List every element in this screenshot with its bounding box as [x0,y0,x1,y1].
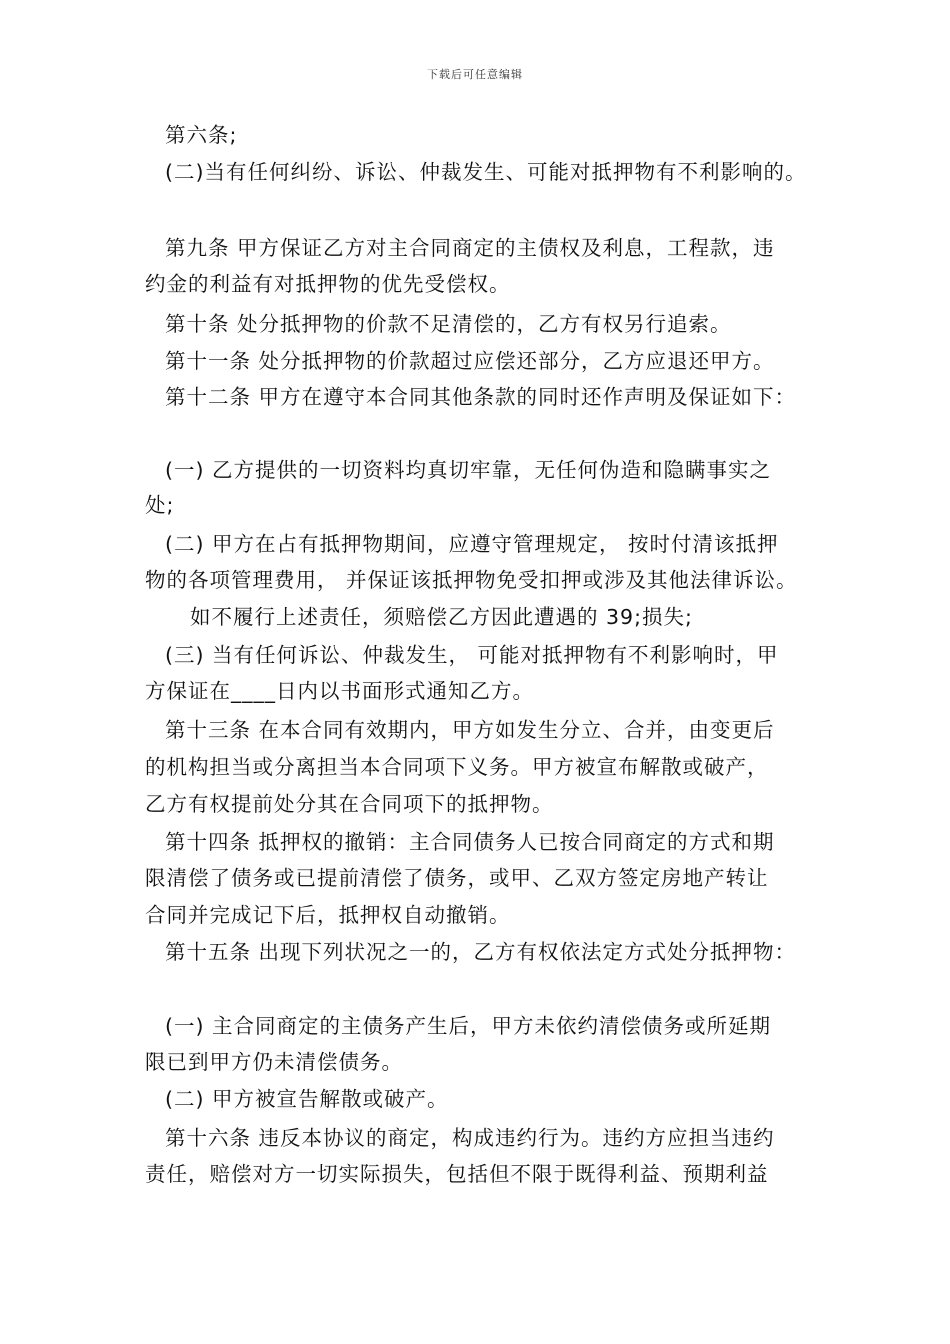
paragraph-line: 第六条; [165,123,238,147]
paragraph-line: (一) 主合同商定的主债务产生后，甲方未依约清偿债务或所延期 [165,1014,772,1038]
paragraph-line: 第十五条 出现下列状况之一的，乙方有权依法定方式处分抵押物： [165,940,797,964]
paragraph-line: 限清偿了债务或已提前清偿了债务，或甲、乙双方签定房地产转让 [145,866,769,890]
paragraph-line: 第十一条 处分抵押物的价款超过应偿还部分，乙方应退还甲方。 [165,349,775,373]
header-note: 下载后可任意编辑 [427,68,523,81]
paragraph-line: 的机构担当或分离担当本合同项下义务。甲方被宣布解散或破产， [145,755,769,779]
paragraph-line: 第十四条 抵押权的撤销：主合同债务人已按合同商定的方式和期 [165,830,775,854]
paragraph-line: (一) 乙方提供的一切资料均真切牢靠，无任何伪造和隐瞒事实之 [165,458,772,482]
paragraph-line: 方保证在____日内以书面形式通知乙方。 [145,679,534,703]
paragraph-line: 如不履行上述责任，须赔偿乙方因此遭遇的 39;损失; [190,605,693,629]
paragraph-line: 第十六条 违反本协议的商定，构成违约行为。违约方应担当违约 [165,1126,775,1150]
paragraph-line: 乙方有权提前处分其在合同项下的抵押物。 [145,792,554,816]
paragraph-line: 合同并完成记下后，抵押权自动撤销。 [145,903,511,927]
paragraph-line: 责任，赔偿对方一切实际损失，包括但不限于既得利益、预期利益 [145,1162,769,1186]
paragraph-line: 第十二条 甲方在遵守本合同其他条款的同时还作声明及保证如下： [165,385,797,409]
paragraph-line: 第十三条 在本合同有效期内，甲方如发生分立、合并，由变更后 [165,718,775,742]
paragraph-line: 第九条 甲方保证乙方对主合同商定的主债权及利息，工程款，违 [165,236,775,260]
paragraph-line: 物的各项管理费用， 并保证该抵押物免受扣押或涉及其他法律诉讼。 [145,568,798,592]
paragraph-line: 限已到甲方仍未清偿债务。 [145,1050,403,1074]
paragraph-line: (二) 甲方被宣告解散或破产。 [165,1087,449,1111]
paragraph-line: 处; [145,493,175,517]
paragraph-line: (三) 当有任何诉讼、仲裁发生， 可能对抵押物有不利影响时，甲 [165,643,779,667]
paragraph-line: (二) 甲方在占有抵押物期间，应遵守管理规定， 按时付清该抵押 [165,532,779,556]
paragraph-line: 第十条 处分抵押物的价款不足清偿的，乙方有权另行追索。 [165,312,732,336]
paragraph-line: 约金的利益有对抵押物的优先受偿权。 [145,272,511,296]
paragraph-line: (二)当有任何纠纷、诉讼、仲裁发生、可能对抵押物有不利影响的。 [165,160,807,184]
